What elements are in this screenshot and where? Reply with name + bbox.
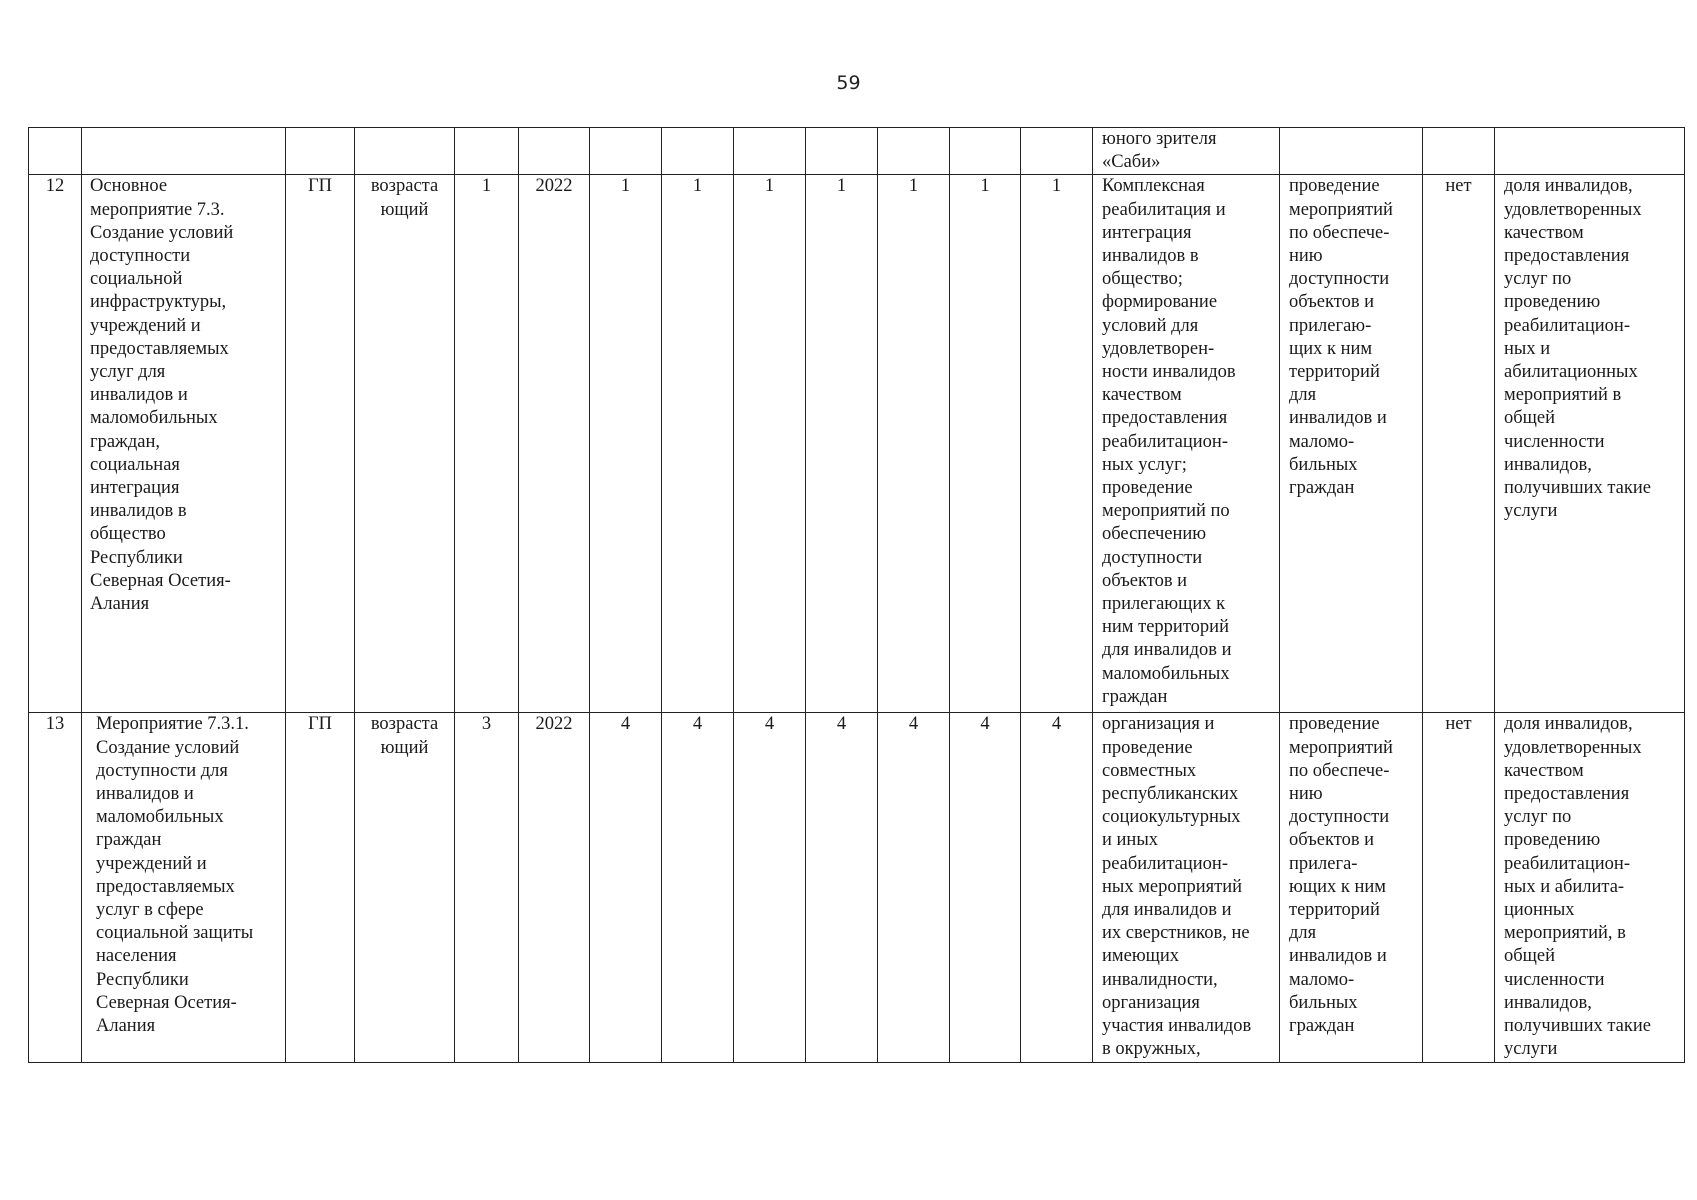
- event-name: [82, 175, 286, 713]
- unit-cell-text: 3: [481, 714, 492, 735]
- value-cell-7-text: 4: [1051, 714, 1062, 735]
- link-cell: [1423, 713, 1495, 1063]
- trend-cell: [355, 713, 455, 1063]
- activity-cell-text: проведение мероприятий по обеспече- нию доступности объектов и прилега- ющих к ним территорий для инвалидов и маломо- бильных граждан: [1289, 714, 1393, 1037]
- value-cell-6: [950, 713, 1021, 1063]
- value-cell-3: [734, 175, 806, 713]
- value-cell-3: [734, 713, 806, 1063]
- event-name-text: Мероприятие 7.3.1. Создание условий доступности для инвалидов и маломобильных граждан учреждений и предоставляемых услуг в сфере социальной защиты населения Республики Северная Осетия- Алания: [96, 714, 254, 1037]
- executor-cell: [286, 175, 355, 713]
- year-cell-text: 2022: [535, 714, 573, 735]
- link-cell-text: нет: [1445, 714, 1472, 735]
- value-cell-4-text: 1: [836, 176, 847, 197]
- value-cell-3: [734, 128, 806, 175]
- value-cell-2: [662, 713, 734, 1063]
- value-cell-7: [1021, 128, 1093, 175]
- event-name: [82, 128, 286, 175]
- unit-cell: [455, 128, 519, 175]
- value-cell-1: [590, 713, 662, 1063]
- value-cell-4-text: 4: [836, 714, 847, 735]
- trend-cell-text: возраста ющий: [370, 714, 439, 758]
- table-row: [29, 175, 1685, 713]
- value-cell-1: [590, 175, 662, 713]
- result-cell: [1093, 713, 1280, 1063]
- activity-cell-text: проведение мероприятий по обеспече- нию доступности объектов и прилегаю- щих к ним территорий для инвалидов и маломо- бильных граждан: [1289, 176, 1393, 499]
- value-cell-2-text: 1: [692, 176, 703, 197]
- event-name: [82, 713, 286, 1063]
- value-cell-5: [878, 713, 950, 1063]
- value-cell-4: [806, 128, 878, 175]
- program-table: [28, 127, 1685, 1063]
- value-cell-5: [878, 128, 950, 175]
- value-cell-1-text: 4: [620, 714, 631, 735]
- year-cell-text: 2022: [535, 176, 573, 197]
- year-cell: [519, 128, 590, 175]
- value-cell-7-text: 1: [1051, 176, 1062, 197]
- table-body: [29, 128, 1685, 1063]
- row-number-text: 13: [45, 714, 65, 735]
- page-number: 59: [836, 72, 861, 94]
- value-cell-2: [662, 128, 734, 175]
- row-number: [29, 713, 82, 1063]
- value-cell-3-text: 1: [764, 176, 775, 197]
- value-cell-6: [950, 175, 1021, 713]
- value-cell-5-text: 4: [908, 714, 919, 735]
- row-number: [29, 128, 82, 175]
- activity-cell: [1280, 175, 1423, 713]
- value-cell-1: [590, 128, 662, 175]
- activity-cell: [1280, 713, 1423, 1063]
- result-cell-text: организация и проведение совместных республиканских социокультурных и иных реабилитацион- ных мероприятий для инвалидов и их сверстников, не имеющих инвалидности, организация участия инвалидов в окружных,: [1102, 714, 1252, 1060]
- value-cell-4: [806, 175, 878, 713]
- value-cell-1-text: 1: [620, 176, 631, 197]
- value-cell-2-text: 4: [692, 714, 703, 735]
- value-cell-7: [1021, 713, 1093, 1063]
- value-cell-7: [1021, 175, 1093, 713]
- executor-cell-text: ГП: [307, 176, 333, 197]
- result-cell-text: Комплексная реабилитация и интеграция инвалидов в общество; формирование условий для удовлетворен- ности инвалидов качеством предоставления реабилитацион- ных услуг; проведение мероприятий по обеспечению доступности объектов и прилегающих к ним территорий для инвалидов и маломобильных граждан: [1102, 176, 1236, 707]
- value-cell-6-text: 4: [980, 714, 990, 735]
- link-cell-text: нет: [1445, 176, 1472, 197]
- row-number: [29, 175, 82, 713]
- value-cell-2: [662, 175, 734, 713]
- value-cell-6: [950, 128, 1021, 175]
- indicator-cell: [1495, 128, 1685, 175]
- executor-cell: [286, 128, 355, 175]
- link-cell: [1423, 175, 1495, 713]
- executor-cell-text: ГП: [307, 714, 333, 735]
- indicator-cell-text: доля инвалидов, удовлетворенных качеством предоставления услуг по проведению реабилитацион- ных и абилита- ционных мероприятий, в общей численности инвалидов, получивших такие услуги: [1504, 714, 1651, 1060]
- value-cell-4: [806, 713, 878, 1063]
- unit-cell: [455, 713, 519, 1063]
- indicator-cell: [1495, 175, 1685, 713]
- result-cell: [1093, 128, 1280, 175]
- year-cell: [519, 713, 590, 1063]
- result-cell-text: юного зрителя «Саби»: [1102, 129, 1217, 173]
- unit-cell: [455, 175, 519, 713]
- executor-cell: [286, 713, 355, 1063]
- indicator-cell: [1495, 713, 1685, 1063]
- table-row: [29, 128, 1685, 175]
- trend-cell: [355, 128, 455, 175]
- value-cell-6-text: 1: [980, 176, 990, 197]
- indicator-cell-text: доля инвалидов, удовлетворенных качеством предоставления услуг по проведению реабилитацион- ных и абилитационных мероприятий в общей численности инвалидов, получивших такие услуги: [1504, 176, 1651, 522]
- link-cell: [1423, 128, 1495, 175]
- unit-cell-text: 1: [481, 176, 492, 197]
- row-number-text: 12: [45, 176, 65, 197]
- value-cell-5: [878, 175, 950, 713]
- year-cell: [519, 175, 590, 713]
- event-name-text: Основное мероприятие 7.3. Создание условий доступности социальной инфраструктуры, учреждений и предоставляемых услуг для инвалидов и маломобильных граждан, социальная интеграция инвалидов в общество Республики Северная Осетия- Алания: [90, 176, 234, 615]
- value-cell-3-text: 4: [764, 714, 775, 735]
- result-cell: [1093, 175, 1280, 713]
- trend-cell-text: возраста ющий: [370, 176, 439, 220]
- trend-cell: [355, 175, 455, 713]
- activity-cell: [1280, 128, 1423, 175]
- value-cell-5-text: 1: [908, 176, 919, 197]
- table-row: [29, 713, 1685, 1063]
